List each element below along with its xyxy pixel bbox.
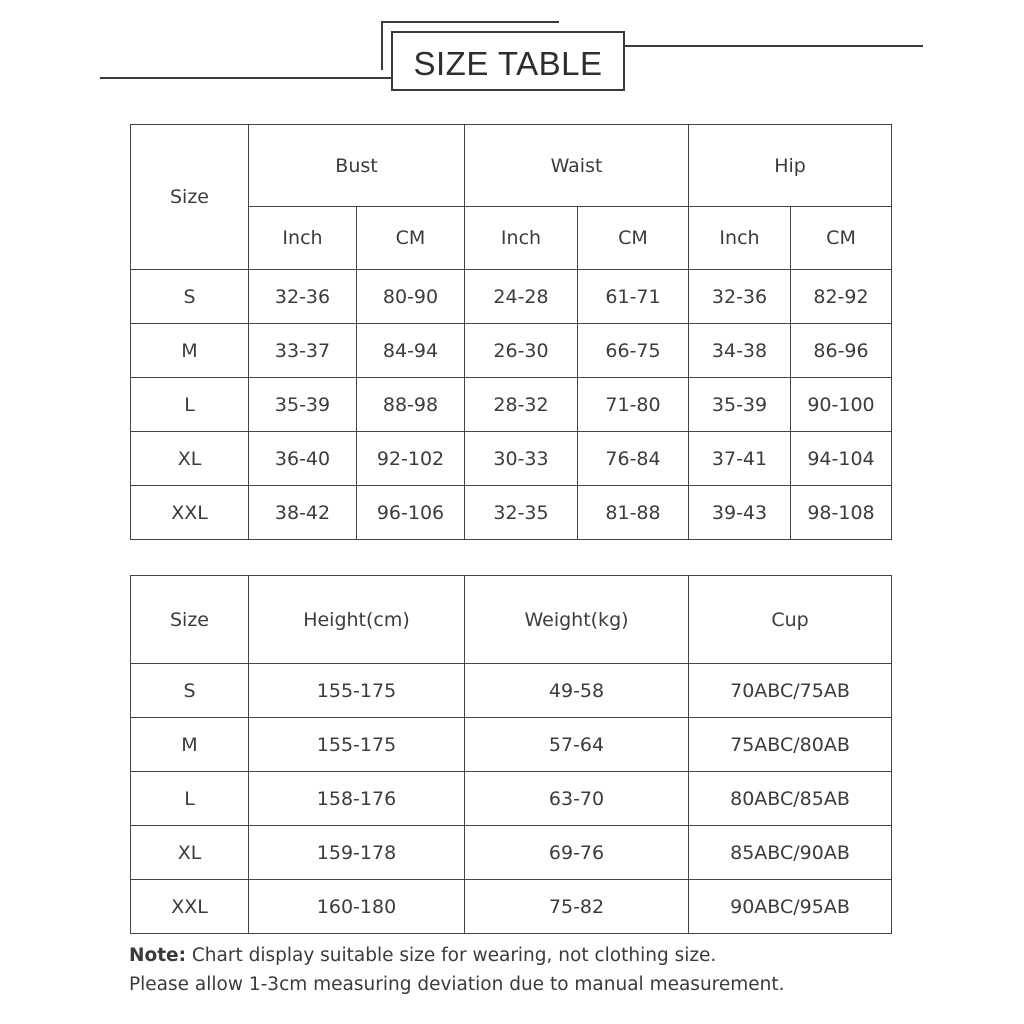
table-header-row [131, 576, 892, 664]
table-cell: 28-32 [465, 378, 578, 432]
table-row [131, 718, 892, 772]
weight-cell: 63-70 [465, 772, 689, 826]
table-cell: 76-84 [578, 432, 689, 486]
table-cell: 82-92 [791, 270, 892, 324]
title-rule-right [600, 45, 923, 47]
size-cell: S [131, 664, 249, 718]
note-line-2: Please allow 1-3cm measuring deviation due to manual measurement. [129, 974, 785, 995]
size-cell: L [131, 772, 249, 826]
table-row [131, 664, 892, 718]
unit-header: CM [357, 207, 465, 270]
cup-cell: 70ABC/75AB [689, 664, 892, 718]
table-cell: 61-71 [578, 270, 689, 324]
title-frame [391, 31, 625, 91]
weight-cell: 75-82 [465, 880, 689, 934]
page-title: SIZE TABLE [413, 45, 603, 82]
size-cell: XXL [131, 486, 249, 540]
table-row [131, 826, 892, 880]
table-cell: 80-90 [357, 270, 465, 324]
table-cell: 88-98 [357, 378, 465, 432]
cup-cell: 90ABC/95AB [689, 880, 892, 934]
table-row [131, 378, 892, 432]
cup-cell: 80ABC/85AB [689, 772, 892, 826]
table-cell: 94-104 [791, 432, 892, 486]
unit-header: Inch [465, 207, 578, 270]
height-cell: 155-175 [249, 718, 465, 772]
table-cell: 81-88 [578, 486, 689, 540]
table-cell: 24-28 [465, 270, 578, 324]
table-cell: 38-42 [249, 486, 357, 540]
table-cell: 26-30 [465, 324, 578, 378]
table-cell: 37-41 [689, 432, 791, 486]
weight-cell: 57-64 [465, 718, 689, 772]
column-header-size: Size [131, 125, 249, 270]
table-cell: 66-75 [578, 324, 689, 378]
size-cell: XL [131, 432, 249, 486]
table-cell: 98-108 [791, 486, 892, 540]
table-cell: 86-96 [791, 324, 892, 378]
table-cell: 32-36 [249, 270, 357, 324]
height-cell: 159-178 [249, 826, 465, 880]
height-cell: 158-176 [249, 772, 465, 826]
column-header-bust: Bust [249, 125, 465, 207]
column-header-weight: Weight(kg) [465, 576, 689, 664]
column-header-hip: Hip [689, 125, 892, 207]
table-cell: 32-35 [465, 486, 578, 540]
height-cell: 155-175 [249, 664, 465, 718]
size-cell: XL [131, 826, 249, 880]
table-cell: 34-38 [689, 324, 791, 378]
size-table-body-fit [130, 575, 892, 934]
column-header-cup: Cup [689, 576, 892, 664]
table-cell: 35-39 [249, 378, 357, 432]
unit-header: Inch [689, 207, 791, 270]
table-cell: 33-37 [249, 324, 357, 378]
note-text: Chart display suitable size for wearing, not clothing size. [185, 945, 717, 966]
table-cell: 84-94 [357, 324, 465, 378]
cup-cell: 85ABC/90AB [689, 826, 892, 880]
size-cell: S [131, 270, 249, 324]
table-cell: 39-43 [689, 486, 791, 540]
table-row [131, 486, 892, 540]
weight-cell: 49-58 [465, 664, 689, 718]
size-cell: M [131, 324, 249, 378]
height-cell: 160-180 [249, 880, 465, 934]
table-cell: 32-36 [689, 270, 791, 324]
table-cell: 30-33 [465, 432, 578, 486]
cup-cell: 75ABC/80AB [689, 718, 892, 772]
weight-cell: 69-76 [465, 826, 689, 880]
column-header-waist: Waist [465, 125, 689, 207]
unit-header: Inch [249, 207, 357, 270]
table-row [131, 432, 892, 486]
table-header-row [131, 125, 892, 207]
size-cell: M [131, 718, 249, 772]
title-rule-left [100, 77, 395, 79]
table-cell: 71-80 [578, 378, 689, 432]
table-row [131, 324, 892, 378]
table-cell: 36-40 [249, 432, 357, 486]
table-row [131, 880, 892, 934]
note-label: Note: [129, 945, 186, 966]
unit-header: CM [791, 207, 892, 270]
column-header-size: Size [131, 576, 249, 664]
table-cell: 90-100 [791, 378, 892, 432]
size-table-measurements [130, 124, 892, 540]
size-cell: L [131, 378, 249, 432]
table-row [131, 270, 892, 324]
table-cell: 35-39 [689, 378, 791, 432]
size-cell: XXL [131, 880, 249, 934]
unit-header: CM [578, 207, 689, 270]
column-header-height: Height(cm) [249, 576, 465, 664]
table-cell: 96-106 [357, 486, 465, 540]
table-cell: 92-102 [357, 432, 465, 486]
note-line-1 [129, 945, 716, 966]
table-row [131, 772, 892, 826]
